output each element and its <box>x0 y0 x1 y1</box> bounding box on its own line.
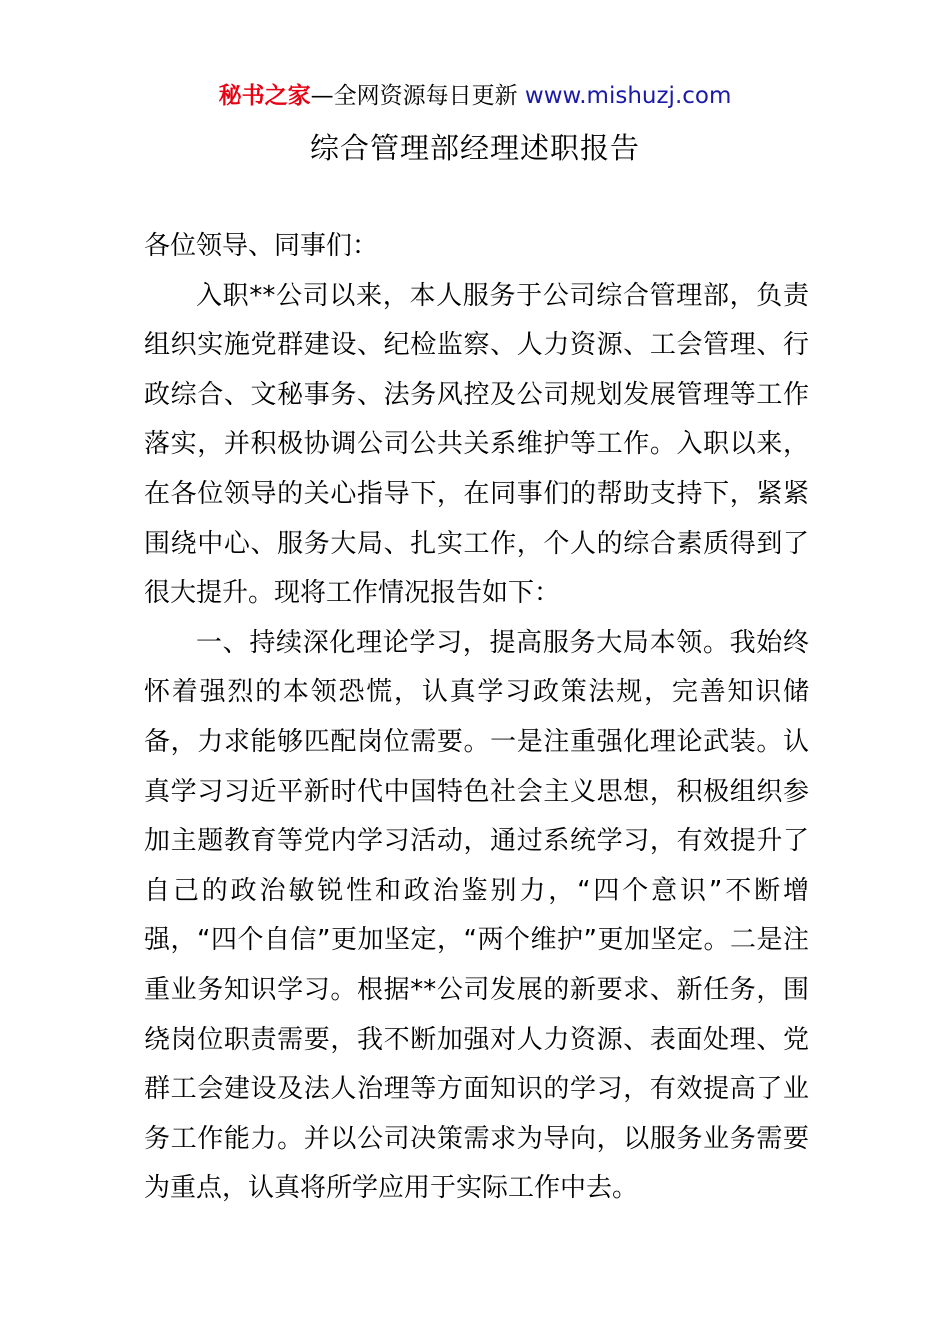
site-header <box>0 80 950 112</box>
paragraph-section-one: 一、持续深化理论学习，提高服务大局本领。我始终怀着强烈的本领恐慌，认真学习政策法规，完善知识储备，力求能够匹配岗位需要。一是注重强化理论武装。认真学习习近平新时代中国特色社会主义思想，积极组织参加主题教育等党内学习活动，通过系统学习，有效提升了自己的政治敏锐性和政治鉴别力，“四个意识”不断增强，“四个自信”更加坚定，“两个维护”更加坚定。二是注重业务知识学习。根据**公司发展的新要求、新任务，围绕岗位职责需要，我不断加强对人力资源、表面处理、党群工会建设及法人治理等方面知识的学习，有效提高了业务工作能力。并以公司决策需求为导向，以服务业务需要为重点，认真将所学应用于实际工作中去。 <box>144 627 809 1204</box>
document-body <box>144 222 809 1214</box>
salutation: 各位领导、同事们： <box>144 231 379 261</box>
site-url-link[interactable]: www.mishuzj.com <box>524 83 732 109</box>
brand-name: 秘书之家 <box>218 83 311 109</box>
header-tagline: —全网资源每日更新 <box>310 83 518 109</box>
paragraph-intro: 入职**公司以来，本人服务于公司综合管理部，负责组织实施党群建设、纪检监察、人力资源、工会管理、行政综合、文秘事务、法务风控及公司规划发展管理等工作落实，并积极协调公司公共关系维护等工作。入职以来，在各位领导的关心指导下，在同事们的帮助支持下，紧紧围绕中心、服务大局、扎实工作，个人的综合素质得到了很大提升。现将工作情况报告如下： <box>144 280 809 609</box>
document-title: 综合管理部经理述职报告 <box>309 131 640 165</box>
